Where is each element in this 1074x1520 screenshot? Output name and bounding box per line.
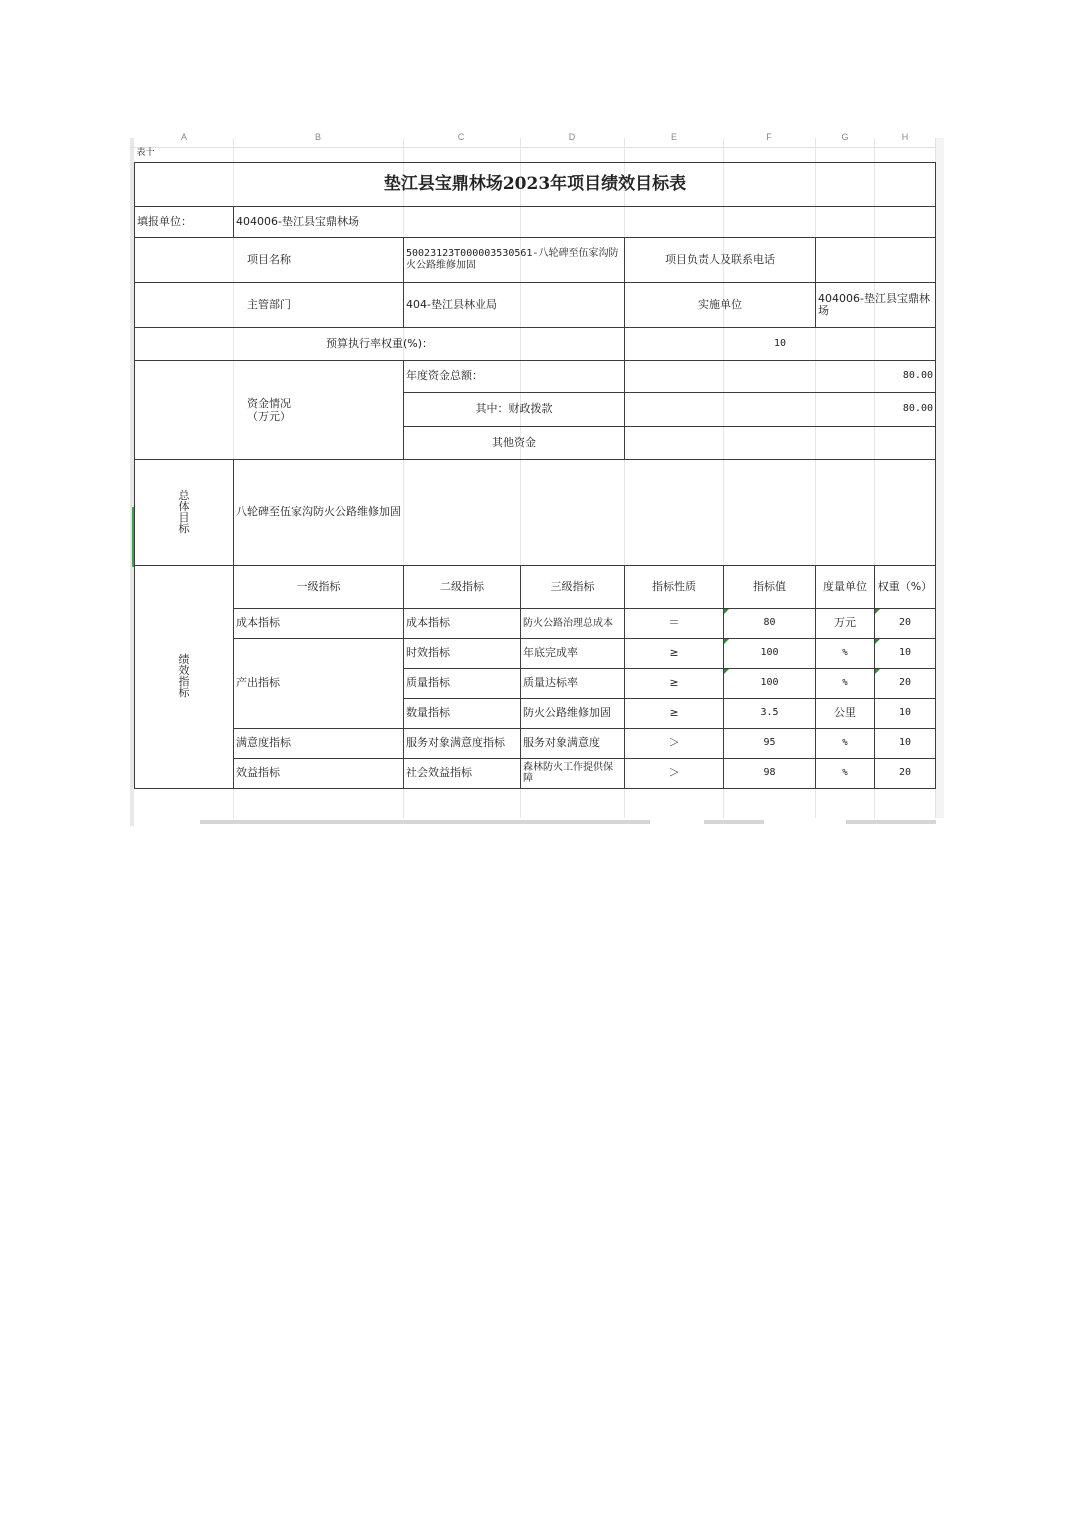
indicator-level2[interactable]: 服务对象满意度指标	[404, 728, 521, 758]
indicator-value[interactable]: 100	[724, 638, 816, 668]
indicator-value[interactable]: 3.5	[724, 698, 816, 728]
indicator-value[interactable]: 100	[724, 668, 816, 698]
column-header-c[interactable]: C	[457, 132, 465, 142]
page-title: 垫江县宝鼎林场2023年项目绩效目标表	[135, 162, 936, 206]
column-header-a[interactable]: A	[180, 132, 188, 142]
performance-target-table	[134, 145, 936, 789]
header-value: 指标值	[724, 565, 816, 608]
table-row	[135, 758, 936, 788]
other-funds-label: 其他资金	[404, 426, 625, 459]
budget-weight-value[interactable]: 10	[625, 327, 936, 360]
implementing-unit-label: 实施单位	[625, 282, 816, 327]
implementing-unit-value[interactable]: 404006-垫江县宝鼎林场	[816, 282, 936, 327]
indicator-level2[interactable]: 成本指标	[404, 608, 521, 638]
budget-weight-label: 预算执行率权重(%)：	[135, 327, 625, 360]
indicator-level1[interactable]: 满意度指标	[234, 728, 404, 758]
indicator-level3[interactable]: 防火公路治理总成本	[521, 608, 625, 638]
indicator-nature[interactable]: ＞	[625, 728, 724, 758]
column-header-g[interactable]: G	[841, 132, 849, 142]
indicator-nature[interactable]: ＝	[625, 608, 724, 638]
indicator-nature[interactable]: ≥	[625, 668, 724, 698]
fiscal-funds-value[interactable]: 80.00	[625, 392, 936, 426]
indicator-unit[interactable]: %	[816, 668, 875, 698]
indicator-weight[interactable]: 20	[875, 668, 936, 698]
indicator-value[interactable]: 98	[724, 758, 816, 788]
reporting-unit-label: 填报单位：	[135, 206, 234, 237]
table-row	[135, 608, 936, 638]
column-header-e[interactable]: E	[670, 132, 678, 142]
table-row	[135, 728, 936, 758]
indicator-level3[interactable]: 森林防火工作提供保障	[521, 758, 625, 788]
indicator-level1[interactable]: 产出指标	[234, 638, 404, 728]
table-row	[135, 638, 936, 668]
overall-goal-value[interactable]: 八轮碑至伍家沟防火公路维修加固	[234, 459, 936, 565]
indicator-level2[interactable]: 社会效益指标	[404, 758, 521, 788]
indicator-value[interactable]: 95	[724, 728, 816, 758]
fiscal-funds-label: 其中：财政拨款	[404, 392, 625, 426]
indicator-level3[interactable]: 质量达标率	[521, 668, 625, 698]
header-level3: 三级指标	[521, 565, 625, 608]
indicator-level2[interactable]: 数量指标	[404, 698, 521, 728]
indicator-level2[interactable]: 时效指标	[404, 638, 521, 668]
horizontal-scrollbar-track-right[interactable]	[846, 820, 936, 824]
indicator-level3[interactable]: 年底完成率	[521, 638, 625, 668]
project-lead-label: 项目负责人及联系电话	[625, 237, 816, 282]
annual-total-value[interactable]: 80.00	[625, 360, 936, 392]
indicator-level1[interactable]: 成本指标	[234, 608, 404, 638]
indicator-value[interactable]: 80	[724, 608, 816, 638]
vertical-scrollbar[interactable]	[935, 138, 944, 818]
header-nature: 指标性质	[625, 565, 724, 608]
indicator-unit[interactable]: 公里	[816, 698, 875, 728]
performance-indicators-label: 绩效指标	[135, 565, 234, 788]
indicator-weight[interactable]: 10	[875, 638, 936, 668]
horizontal-scrollbar-thumb[interactable]	[704, 820, 764, 824]
header-weight: 权重（%）	[875, 565, 936, 608]
indicator-level1[interactable]: 效益指标	[234, 758, 404, 788]
other-funds-value[interactable]	[625, 426, 936, 459]
indicator-unit[interactable]: %	[816, 758, 875, 788]
sheet-label: 表十	[136, 148, 155, 159]
indicator-level2[interactable]: 质量指标	[404, 668, 521, 698]
indicator-weight[interactable]: 10	[875, 728, 936, 758]
funds-label: 资金情况（万元）	[135, 360, 404, 459]
column-header-d[interactable]: D	[568, 132, 576, 142]
indicator-unit[interactable]: 万元	[816, 608, 875, 638]
indicator-weight[interactable]: 10	[875, 698, 936, 728]
project-name-label: 项目名称	[135, 237, 404, 282]
column-header-h[interactable]: H	[901, 132, 909, 142]
indicator-level3[interactable]: 防火公路维修加固	[521, 698, 625, 728]
indicator-unit[interactable]: %	[816, 638, 875, 668]
indicator-level3[interactable]: 服务对象满意度	[521, 728, 625, 758]
indicator-nature[interactable]: ≥	[625, 698, 724, 728]
header-unit: 度量单位	[816, 565, 875, 608]
project-name-value[interactable]: 50023123T000003530561-八轮碑至伍家沟防火公路维修加固	[404, 237, 625, 282]
overall-goal-label: 总体目标	[135, 459, 234, 565]
header-level2: 二级指标	[404, 565, 521, 608]
horizontal-scrollbar-track[interactable]	[200, 820, 650, 824]
project-lead-value[interactable]	[816, 237, 936, 282]
column-header-b[interactable]: B	[314, 132, 322, 142]
supervising-dept-label: 主管部门	[135, 282, 404, 327]
column-header-f[interactable]: F	[766, 132, 772, 142]
annual-total-label: 年度资金总额：	[404, 360, 625, 392]
indicator-weight[interactable]: 20	[875, 608, 936, 638]
indicator-unit[interactable]: %	[816, 728, 875, 758]
supervising-dept-value[interactable]: 404-垫江县林业局	[404, 282, 625, 327]
indicator-nature[interactable]: ＞	[625, 758, 724, 788]
indicator-nature[interactable]: ≥	[625, 638, 724, 668]
indicator-weight[interactable]: 20	[875, 758, 936, 788]
reporting-unit-value[interactable]: 404006-垫江县宝鼎林场	[234, 206, 936, 237]
header-level1: 一级指标	[234, 565, 404, 608]
